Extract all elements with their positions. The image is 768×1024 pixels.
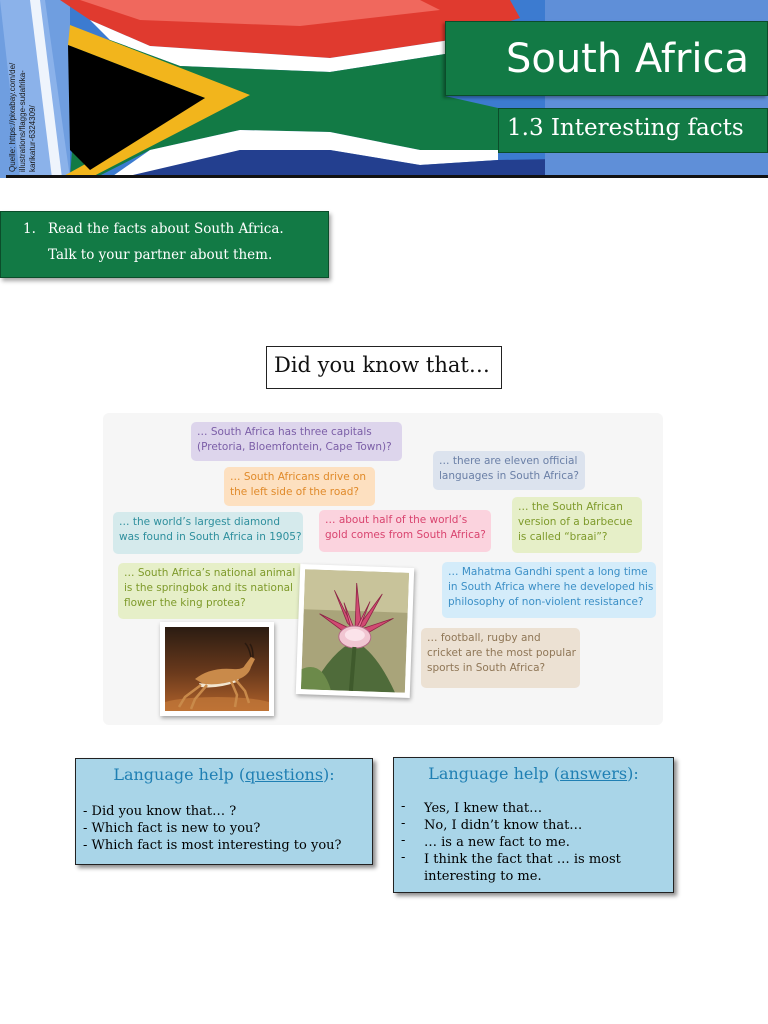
answer-phrase: - Yes, I knew that… [401, 800, 663, 817]
fact-text: the left side of the road? [230, 486, 359, 498]
fact-drive-left [224, 467, 375, 506]
fact-text: flower the king protea? [124, 597, 246, 609]
answer-phrase: - … is a new fact to me. [401, 834, 663, 851]
header-banner [0, 0, 768, 178]
fact-sports [421, 628, 580, 688]
task-line-2: Talk to your partner about them. [48, 247, 273, 263]
fact-text: languages in South Africa? [439, 470, 579, 482]
fact-text: was found in South Africa in 1905? [119, 531, 302, 543]
language-help-answers-title [394, 764, 673, 783]
language-help-questions-box [75, 758, 373, 865]
springbok-image [165, 627, 269, 711]
task-number: 1. [23, 221, 36, 237]
fact-capitals [191, 422, 402, 461]
credit-line: Quelle: https://pixabay.com/de/ [8, 62, 17, 172]
fact-gold [319, 510, 491, 552]
header-divider [6, 175, 768, 178]
fact-text: is called “braai”? [518, 531, 608, 543]
question-phrase: - Did you know that… ? [83, 803, 341, 820]
springbok-photo [160, 622, 274, 716]
fact-braai [512, 497, 642, 553]
fact-text: version of a barbecue [518, 516, 633, 528]
image-credit [8, 12, 38, 172]
king-protea-photo [296, 564, 414, 698]
credit-line: karikatur-6324309/ [28, 105, 37, 172]
fact-diamond [113, 512, 303, 554]
fact-text: … the world’s largest diamond [119, 516, 280, 528]
title-prefix: Language help ( [428, 764, 561, 783]
fact-national-animal [118, 563, 303, 619]
task-instruction-box [0, 211, 329, 278]
fact-text: … the South African [518, 501, 623, 513]
answer-phrase-list [401, 800, 663, 885]
fact-text: is the springbok and its national [124, 582, 293, 594]
answer-phrase: - No, I didn’t know that… [401, 817, 663, 834]
title-keyword: answers [560, 764, 628, 783]
fact-text: in South Africa where he developed his [448, 581, 654, 593]
fact-text: … about half of the world’s [325, 514, 468, 526]
fact-text: sports in South Africa? [427, 662, 546, 674]
page-title: South Africa [445, 21, 768, 96]
language-help-answers-box [393, 757, 674, 893]
facts-panel [103, 413, 663, 725]
answer-phrase: - I think the fact that … is most interesting to me. [401, 851, 663, 885]
fact-text: … Mahatma Gandhi spent a long time [448, 566, 648, 578]
question-phrase: - Which fact is most interesting to you? [83, 837, 341, 854]
fact-text: … South Africa’s national animal [124, 567, 296, 579]
fact-text: gold comes from South Africa? [325, 529, 486, 541]
title-keyword: questions [245, 765, 324, 784]
page-subtitle: 1.3 Interesting facts [498, 108, 768, 153]
fact-languages [433, 451, 585, 490]
fact-text: … South Africans drive on [230, 471, 367, 483]
fact-text: cricket are the most popular [427, 647, 576, 659]
title-suffix: ): [323, 765, 335, 784]
credit-line: illustrations/flagge-sudafrika- [18, 70, 27, 172]
fact-text: philosophy of non-violent resistance? [448, 596, 644, 608]
task-line-1: Read the facts about South Africa. [48, 221, 284, 237]
question-phrase-list [83, 803, 341, 854]
title-prefix: Language help ( [113, 765, 246, 784]
question-phrase: - Which fact is new to you? [83, 820, 341, 837]
fact-text: … football, rugby and [427, 632, 541, 644]
fact-text: … there are eleven official [439, 455, 578, 467]
fact-text: … South Africa has three capitals [197, 426, 372, 438]
fact-gandhi [442, 562, 656, 618]
king-protea-image [301, 569, 409, 693]
fact-text: (Pretoria, Bloemfontein, Cape Town)? [197, 441, 392, 453]
did-you-know-heading: Did you know that… [266, 346, 502, 389]
language-help-questions-title [76, 765, 372, 784]
title-suffix: ): [627, 764, 639, 783]
